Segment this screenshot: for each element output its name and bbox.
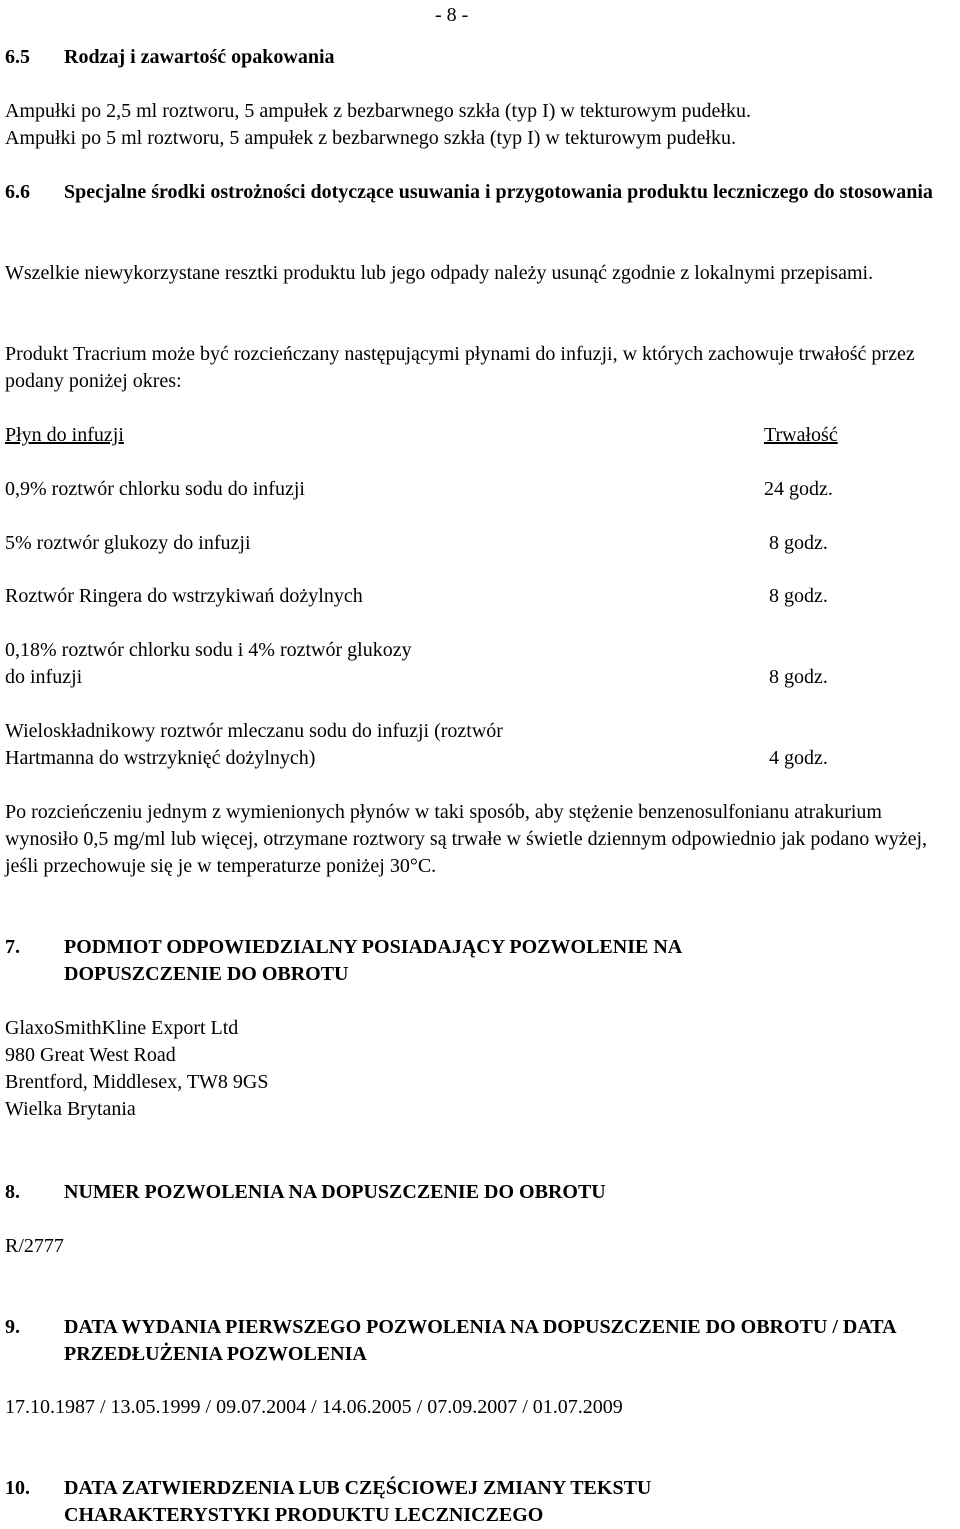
authorization-number: R/2777 <box>5 1235 64 1257</box>
authorization-dates: 17.10.1987 / 13.05.1999 / 09.07.2004 / 14.06.2005 / 07.09.2007 / 01.07.2009 <box>5 1396 623 1418</box>
section-9-number: 9. <box>5 1316 20 1338</box>
section-6-5-title: Rodzaj i zawartość opakowania <box>64 46 335 68</box>
dilution-stability-paragraph: Po rozcieńczeniu jednym z wymienionych płynów w taki sposób, aby stężenie benzenosulfonianu atrakurium wynosiło 0,5 mg/ml lub więcej, otrzymane roztwory są trwałe w świetle dziennym odpowiednio jak podano wyżej, jeśli przechowuje się je w temperaturze poniżej 30°C. <box>5 801 928 877</box>
page-number: - 8 - <box>435 4 469 26</box>
table-row-stability: 8 godz. <box>769 532 828 554</box>
dilution-intro-paragraph: Produkt Tracrium może być rozcieńczany następującymi płynami do infuzji, w których zachowuje trwałość przez podany poniżej okres: <box>5 343 915 392</box>
table-row-fluid: 0,9% roztwór chlorku sodu do infuzji <box>5 478 305 500</box>
table-row-stability: 4 godz. <box>769 747 828 769</box>
section-9-title: DATA WYDANIA PIERWSZEGO POZWOLENIA NA DOPUSZCZENIE DO OBROTU / DATA PRZEDŁUŻENIA POZWOLENIA <box>64 1316 896 1365</box>
table-row-fluid: 0,18% roztwór chlorku sodu i 4% roztwór glukozy do infuzji <box>5 639 412 688</box>
section-7-number: 7. <box>5 936 20 958</box>
section-8-title: NUMER POZWOLENIA NA DOPUSZCZENIE DO OBROTU <box>64 1181 606 1203</box>
table-row-fluid: Roztwór Ringera do wstrzykiwań dożylnych <box>5 585 363 607</box>
address-line: 980 Great West Road <box>5 1044 176 1066</box>
table-header-fluid: Płyn do infuzji <box>5 424 124 446</box>
section-10-title: DATA ZATWIERDZENIA LUB CZĘŚCIOWEJ ZMIANY TEKSTU CHARAKTERYSTYKI PRODUKTU LECZNICZEGO <box>64 1477 652 1526</box>
address-line: Wielka Brytania <box>5 1098 136 1120</box>
table-header-stability: Trwałość <box>764 424 838 446</box>
table-row-stability: 8 godz. <box>769 666 828 688</box>
packaging-line-1: Ampułki po 2,5 ml roztworu, 5 ampułek z bezbarwnego szkła (typ I) w tekturowym pudełku. <box>5 100 751 122</box>
section-6-5-number: 6.5 <box>5 46 30 68</box>
section-7-title: PODMIOT ODPOWIEDZIALNY POSIADAJĄCY POZWOLENIE NA DOPUSZCZENIE DO OBROTU <box>64 936 682 985</box>
address-line: Brentford, Middlesex, TW8 9GS <box>5 1071 269 1093</box>
address-line: GlaxoSmithKline Export Ltd <box>5 1017 239 1039</box>
section-6-6-title: Specjalne środki ostrożności dotyczące usuwania i przygotowania produktu leczniczego do stosowania <box>64 181 933 203</box>
disposal-paragraph: Wszelkie niewykorzystane resztki produktu lub jego odpady należy usunąć zgodnie z lokalnymi przepisami. <box>5 262 874 284</box>
packaging-line-2: Ampułki po 5 ml roztworu, 5 ampułek z bezbarwnego szkła (typ I) w tekturowym pudełku. <box>5 127 736 149</box>
section-10-number: 10. <box>5 1477 30 1499</box>
section-6-6-number: 6.6 <box>5 181 30 203</box>
table-row-fluid: Wieloskładnikowy roztwór mleczanu sodu do infuzji (roztwór Hartmanna do wstrzyknięć dożylnych) <box>5 720 503 769</box>
table-row-stability: 8 godz. <box>769 585 828 607</box>
section-8-number: 8. <box>5 1181 20 1203</box>
table-row-fluid: 5% roztwór glukozy do infuzji <box>5 532 251 554</box>
table-row-stability: 24 godz. <box>764 478 833 500</box>
